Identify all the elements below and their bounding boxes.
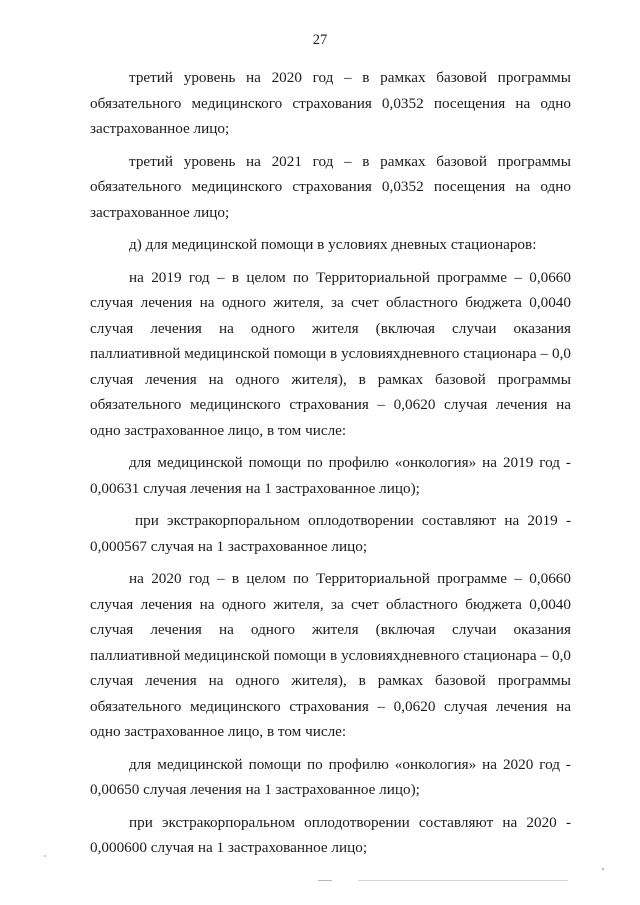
scan-artifact <box>44 855 46 857</box>
paragraph-2020-ivf: при экстракорпоральном оплодотворении составляют на 2020 - 0,000600 случая на 1 застрахованное лицо; <box>90 813 571 856</box>
paragraph-day-hospital-heading: д) для медицинской помощи в условиях дневных стационаров: <box>129 236 537 253</box>
paragraph-2020-total: на 2020 год – в целом по Территориальной программе – 0,0660 случая лечения на одного жителя, за счет областного бюджета 0,0040 случая лечения на одного жителя (включая случаи оказания паллиативной медицинской помощи в условияхдневного стационара – 0,0 случая лечения на одного жителя), в рамках базовой программы обязательного медицинского страхования – 0,0620 случая лечения на одно застрахованное лицо, в том числе: <box>90 570 571 740</box>
scan-artifact <box>602 868 604 870</box>
paragraph-2020-oncology: для медицинской помощи по профилю «онкология» на 2020 год - 0,00650 случая лечения на 1 застрахованное лицо); <box>90 755 571 798</box>
paragraph-third-level-2020: третий уровень на 2020 год – в рамках базовой программы обязательного медицинского страхования 0,0352 посещения на одно застрахованное лицо; <box>90 69 571 137</box>
scan-artifact <box>318 880 332 881</box>
paragraph-2019-oncology: для медицинской помощи по профилю «онкология» на 2019 год - 0,00631 случая лечения на 1 застрахованное лицо); <box>90 454 571 497</box>
page-number: 27 <box>312 32 328 48</box>
paragraph-third-level-2021: третий уровень на 2021 год – в рамках базовой программы обязательного медицинского страхования 0,0352 посещения на одно застрахованное лицо; <box>90 152 571 221</box>
document-body <box>90 65 571 861</box>
paragraph-2019-ivf: при экстракорпоральном оплодотворении составляют на 2019 - 0,000567 случая на 1 застрахованное лицо; <box>90 512 571 555</box>
paragraph-2019-total: на 2019 год – в целом по Территориальной программе – 0,0660 случая лечения на одного жителя, за счет областного бюджета 0,0040 случая лечения на одного жителя (включая случаи оказания паллиативной медицинской помощи в условияхдневного стационара – 0,0 случая лечения на одного жителя), в рамках базовой программы обязательного медицинского страхования – 0,0620 случая лечения на одно застрахованное лицо, в том числе: <box>90 268 571 439</box>
scan-artifact <box>358 880 568 881</box>
